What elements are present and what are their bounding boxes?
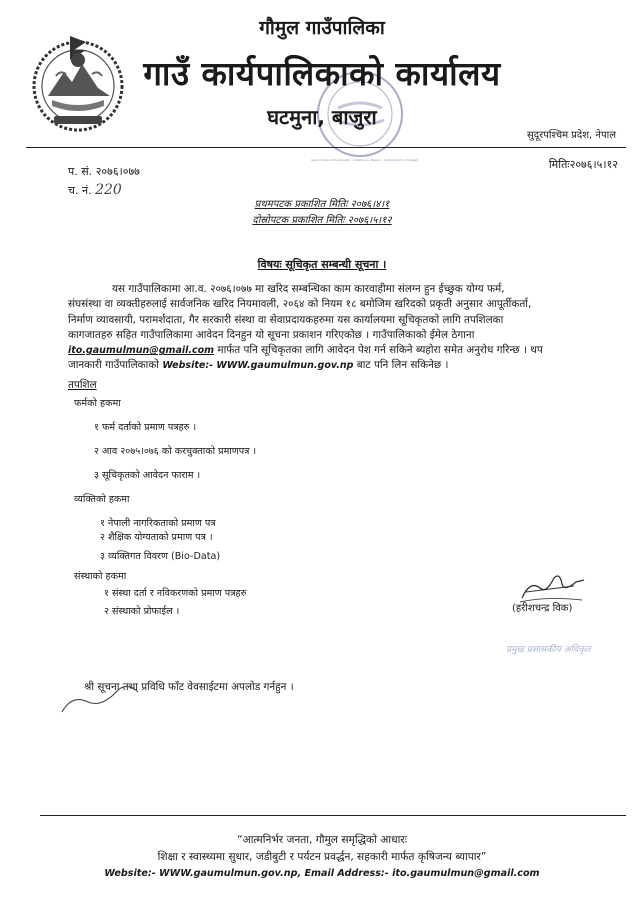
notice-subject: विषयः सूचिकृत सम्बन्धी सूचना । — [257, 258, 387, 271]
notice-line-4: कागजातहरु सहित गाउँपालिकामा आवेदन दिनहुन यो सूचना प्रकाशन गरिएकोछ । गाउँपालिकाको ईमेल ठेगाना — [68, 328, 475, 341]
notice-line-5-text: मार्फत पनि सूचिकृतका लागि आवेदन पेश गर्न सकिने ब्यहोरा समेत अनुरोध गरिन्छ । थप — [217, 344, 543, 357]
ref-label: प. सं. — [68, 165, 93, 178]
regn-value: 220 — [95, 182, 122, 198]
firm-item-2: २ आव २०७५।०७६ को करचुक्ताको प्रमाणपत्र । — [94, 446, 257, 457]
notice-date — [549, 157, 618, 172]
reference-number — [68, 164, 140, 179]
header-rule — [26, 147, 626, 148]
individual-item-3: ३ व्यक्तिगत विवरण (Bio-Data) — [100, 551, 221, 562]
municipality-name: गौमुल गाउँपालिका — [259, 17, 385, 39]
notice-body — [68, 282, 618, 374]
firm-item-3: ३ सूचिकृतको आवेदन फाराम । — [94, 470, 201, 481]
notice-line-5 — [68, 343, 618, 358]
first-publish-date — [0, 196, 644, 210]
notice-email-link[interactable]: ito.gaumulmun@gmail.com — [68, 345, 215, 357]
footer-motto-line-2: शिक्षा र स्वास्थ्यमा सुधार, जडीबुटी र पर्यटन प्रवर्द्धन, सहकारी मार्फत कृषिजन्य ब्यापार” — [157, 851, 487, 863]
organization-item-1: १ संस्था दर्ता र नविकरणको प्रमाण पत्रहरु — [104, 588, 247, 599]
notice-line-3: निर्माण व्यावसायी, परामर्शदाता, गैर सरकारी संस्था वा सेवाप्रदायकहरुमा यस कार्यालयमा सूचिकृतको लागि तपशिलका — [68, 313, 504, 326]
footer-email-label: Email Address:- — [304, 868, 389, 879]
section-heading-firm: फर्मको हकमा — [74, 398, 121, 409]
notice-line-6a: जानकारी गाउँपालिकाको — [68, 359, 159, 372]
regn-label: च. नं. — [68, 184, 92, 197]
section-heading-organization: संस्थाको हकमा — [74, 571, 127, 582]
second-pub-value: २०७६।५।१२ — [347, 215, 392, 226]
office-title: गाउँ कार्यपालिकाको कार्यालय — [143, 54, 501, 93]
province-label: सुदूरपश्चिम प्रदेश, नेपाल — [527, 130, 616, 141]
footer-website-link[interactable]: WWW.gaumulmun.gov.np, — [159, 868, 302, 879]
individual-item-2: २ शैक्षिक योग्यताको प्रमाण पत्र । — [100, 532, 213, 543]
notice-line-1: यस गाउँपालिकामा आ.व. २०७६।०७७ मा खरिद सम्बन्धिका काम कारवाहीमा संलग्न हुन ईच्छुक योग्य फर्म, — [112, 283, 505, 295]
notice-line-2: संघसंस्था वा व्यक्तीहरुलाई सार्वजनिक खरिद नियमावली, २०६४ को नियम १८ बमोजिम खरिदको प्रकृती अनुसार आपूर्तीकर्ता, — [68, 298, 532, 311]
individual-item-1: १ नेपाली नागरिकताको प्रमाण पत्र — [100, 518, 216, 529]
handwritten-mark — [58, 672, 178, 716]
footer-contact — [0, 868, 644, 879]
second-pub-label: दोस्रोपटक प्रकाशित मितिः — [252, 215, 345, 226]
footer-rule — [40, 815, 626, 816]
date-label: मितिः — [548, 158, 570, 171]
signer-name: (हरीशचन्द्र विक) — [512, 603, 573, 614]
notice-website-label: Website:- — [162, 360, 214, 372]
notice-line-6b: बाट पनि लिन सकिनेछ । — [356, 359, 449, 372]
notice-website-link[interactable]: WWW.gaumulmun.gov.np — [216, 360, 354, 372]
footer-motto-line-1: “आत्मनिर्भर जनता, गौमुल समृद्धिको आधारः — [237, 834, 407, 846]
second-publish-date — [0, 212, 644, 226]
date-value: २०७६।५।१२ — [569, 158, 618, 171]
stamp-text: Gaumul Rural Municipality · Ghatmuna, Bajura · Sudurpaschim Pradesh — [311, 158, 419, 162]
footer-website-label: Website:- — [104, 868, 156, 879]
ref-value: २०७६।०७७ — [95, 165, 140, 178]
tapshil-title: तपशिल — [68, 379, 97, 391]
first-pub-value: २०७६।४।१ — [350, 199, 390, 210]
footer-email-link[interactable]: ito.gaumulmun@gmail.com — [392, 868, 540, 879]
office-location: घटमुना, बाजुरा — [267, 105, 377, 129]
first-pub-label: प्रथमपटक प्रकाशित मितिः — [254, 199, 348, 210]
signer-title-stamp: प्रमुख प्रशासकीय अधिकृत — [506, 645, 591, 655]
upload-instruction: श्री सूचना तथा प्रविधि फाँट वेवसाईटमा अपलोड गर्नहुन । — [84, 681, 294, 693]
section-heading-individual: व्यक्तिको हकमा — [74, 494, 130, 505]
organization-item-2: २ संस्थाको प्रोफाईल । — [104, 606, 180, 617]
notice-line-6 — [68, 358, 618, 373]
firm-item-1: १ फर्म दर्ताको प्रमाण पत्रहरु । — [94, 422, 197, 433]
